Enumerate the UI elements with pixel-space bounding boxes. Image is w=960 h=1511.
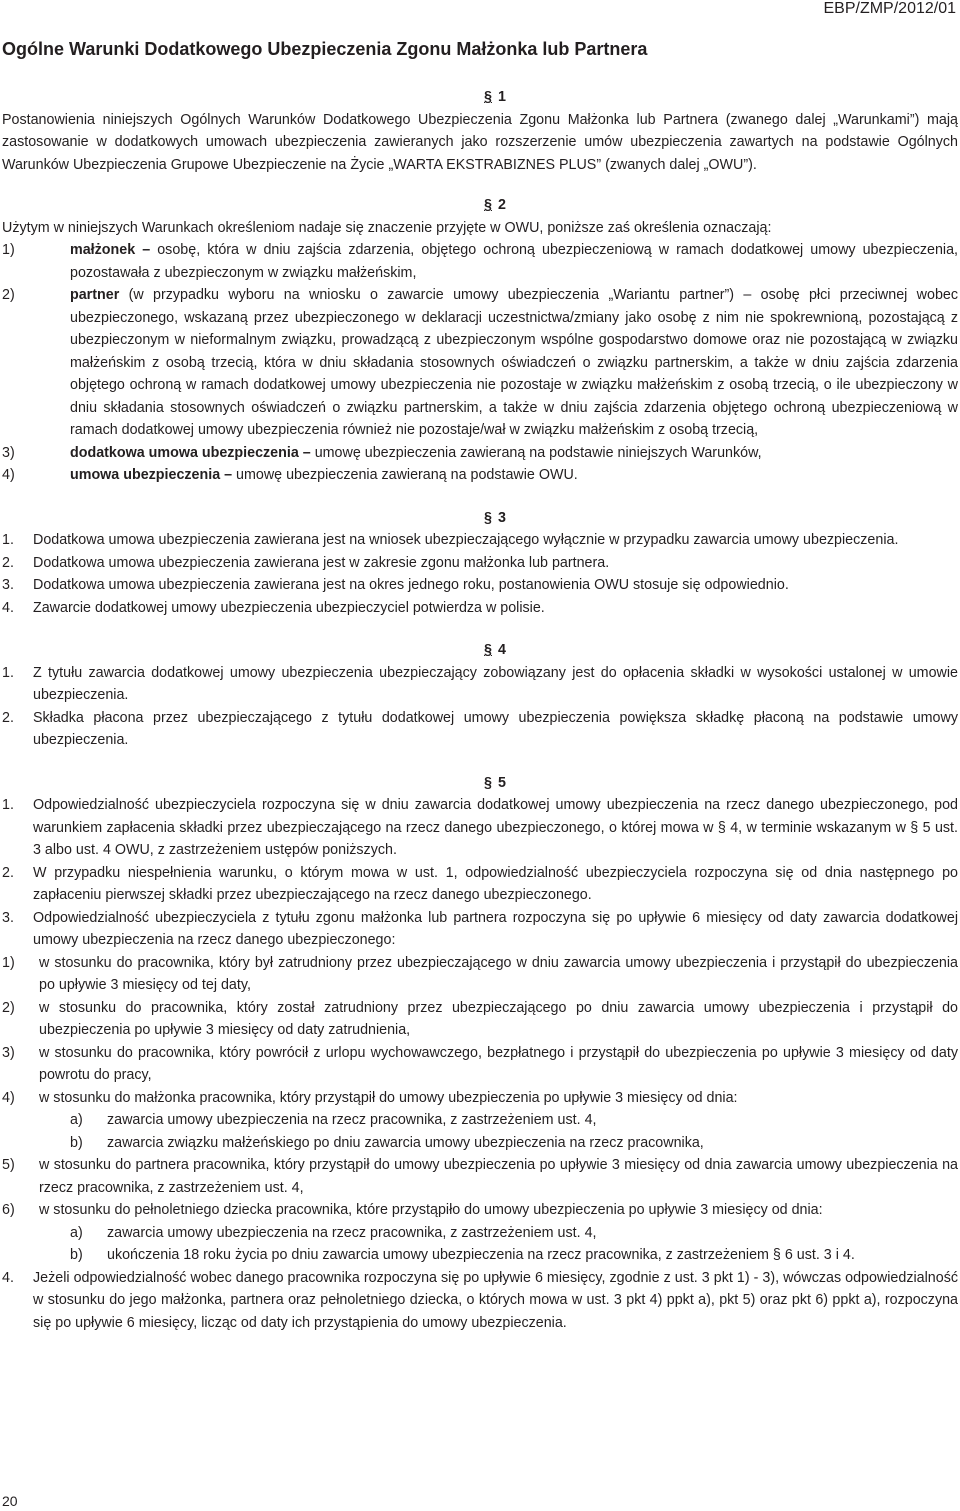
document-title: Ogólne Warunki Dodatkowego Ubezpieczenia Zgonu Małżonka lub Partnera <box>2 39 648 59</box>
definition-term: dodatkowa umowa ubezpieczenia – <box>70 444 311 461</box>
section-5-heading: § 5 <box>484 774 506 791</box>
document-code: EBP/ZMP/2012/01 <box>823 0 956 17</box>
definition-item: 1) małżonek – osobę, która w dniu zajścia zdarzenia, objętego ochroną ubezpieczeniową w ramach dodatkowej umowy ubezpieczenia, pozostawała z ubezpieczonym w związku małżeńskim, <box>2 242 958 281</box>
list-item: 3. Dodatkowa umowa ubezpieczenia zawierana jest na okres jednego roku, postanowienia OWU stosuje się odpowiednio. <box>2 577 789 593</box>
definition-item: 2) partner (w przypadku wyboru na wniosku o zawarcie umowy ubezpieczenia „Wariantu partner”) – osobę płci przeciwnej wobec ubezpieczonego, wskazaną przez ubezpieczonego w deklaracji uczestnictwa/zmiany jako osobę z nim nie spokrewnioną, pozostającą z ubezpieczonym w nieformalnym związku, prowadzącą z ubezpieczonym wspólne gospodarstwo domowe oraz nie pozostającą w związku małżeńskim z osobą trzecią, która w dniu składania stosownych oświadczeń o związku partnerskim, a także w dniu zajścia zdarzenia objętego ochroną w ramach dodatkowej umowy ubezpieczenia nie pozostaje w związku małżeńskim z osobą trzecią, o ile ubezpieczony w dniu składania stosownych oświadczeń o związku partnerskim, a także w dniu zajścia zdarzenia objętego ochroną ubezpieczeniową w ramach dodatkowej umowy ubezpieczenia również nie pozostaje/wał w związku małżeńskim z osobą trzecią, <box>2 287 958 438</box>
list-item: 4. Jeżeli odpowiedzialność wobec danego pracownika rozpoczyna się po upływie 6 miesięcy, zgodnie z ust. 3 pkt 1) - 3), wówczas odpowiedzialność w stosunku do jego małżonka, partnera oraz pełnoletniego dziecka, o których mowa w ust. 3 pkt 4) ppkt a), pkt 5) oraz pkt 6) ppkt a), rozpoczyna się po upływie 6 miesięcy, licząc od daty ich przystąpienia do umowy ubezpieczenia. <box>2 1269 958 1331</box>
document-body <box>2 86 958 1334</box>
sub-list-item: 6) w stosunku do pełnoletniego dziecka pracownika, które przystąpiło do umowy ubezpieczenia po upływie 3 miesięcy od dnia: <box>2 1202 823 1218</box>
section-2-intro: Użytym w niniejszych Warunkach określeniom nadaje się znaczenie przyjęte w OWU, poniższe zaś określenia oznaczają: <box>2 219 772 236</box>
sub-sub-list-item: a) zawarcia umowy ubezpieczenia na rzecz pracownika, z zastrzeżeniem ust. 4, <box>70 1112 597 1128</box>
definition-item: 3) dodatkowa umowa ubezpieczenia – umowę ubezpieczenia zawieraną na podstawie niniejszych Warunków, <box>2 444 762 461</box>
list-item: 4. Zawarcie dodatkowej umowy ubezpieczenia ubezpieczyciel potwierdza w polisie. <box>2 599 545 616</box>
sub-list-item: 5) w stosunku do partnera pracownika, który przystąpił do umowy ubezpieczenia po upływie 3 miesięcy od dnia zawarcia umowy ubezpieczenia na rzecz pracownika, z zastrzeżeniem ust. 4, <box>2 1157 958 1196</box>
definition-term: umowa ubezpieczenia – <box>70 467 233 483</box>
list-item: 1. Z tytułu zawarcia dodatkowej umowy ubezpieczenia ubezpieczający zobowiązany jest do opłacenia składki w wysokości ustalonej w umowie ubezpieczenia. <box>2 664 958 703</box>
sub-list-item: 1) w stosunku do pracownika, który był zatrudniony przez ubezpieczającego w dniu zawarcia umowy ubezpieczenia i przystąpił do ubezpieczenia po upływie 3 miesięcy od tej daty, <box>2 954 958 993</box>
sub-sub-list-item: b) ukończenia 18 roku życia po dniu zawarcia umowy ubezpieczenia na rzecz pracownika, z zastrzeżeniem § 6 ust. 3 i 4. <box>70 1247 855 1263</box>
definition-term: małżonek – <box>70 242 151 258</box>
page-number: 20 <box>2 1493 18 1509</box>
section-3-heading: § 3 <box>484 509 506 526</box>
list-item: 3. Odpowiedzialność ubezpieczyciela z tytułu zgonu małżonka lub partnera rozpoczyna się po upływie 6 miesięcy od daty zawarcia dodatkowej umowy ubezpieczenia na rzecz danego ubezpieczonego: <box>2 909 958 948</box>
sub-list-item: 2) w stosunku do pracownika, który został zatrudniony przez ubezpieczającego po dniu zawarcia umowy ubezpieczenia i przystąpił do ubezpieczenia po upływie 3 miesięcy od daty zatrudnienia, <box>2 999 958 1038</box>
sub-list-item: 3) w stosunku do pracownika, który powrócił z urlopu wychowawczego, bezpłatnego i przystąpił do ubezpieczenia po upływie 3 miesięcy od daty powrotu do pracy, <box>2 1044 958 1083</box>
section-4-heading: § 4 <box>484 642 506 658</box>
list-item: 2. W przypadku niespełnienia warunku, o którym mowa w ust. 1, odpowiedzialność ubezpieczyciela rozpoczyna się od dnia następnego po zapłaceniu pierwszej składki przez ubezpieczającego na rzecz danego ubezpieczonego. <box>2 864 958 903</box>
sub-sub-list-item: a) zawarcia umowy ubezpieczenia na rzecz pracownika, z zastrzeżeniem ust. 4, <box>70 1224 597 1241</box>
list-item: 2. Składka płacona przez ubezpieczającego z tytułu dodatkowej umowy ubezpieczenia powiększa składkę płaconą na podstawie umowy ubezpieczenia. <box>2 709 958 748</box>
section-2-heading: § 2 <box>484 197 506 213</box>
definition-item: 4) umowa ubezpieczenia – umowę ubezpieczenia zawieraną na podstawie OWU. <box>2 467 578 483</box>
sub-sub-list-item: b) zawarcia związku małżeńskiego po dniu zawarcia umowy ubezpieczenia na rzecz pracownika, <box>70 1134 704 1151</box>
section-1-text: Postanowienia niniejszych Ogólnych Warunków Dodatkowego Ubezpieczenia Zgonu Małżonka lub Partnera (zwanego dalej „Warunkami”) mają zastosowanie w dodatkowych umowach ubezpieczenia zawieranych jako rozszerzenie umów ubezpieczenia zawartych na podstawie Ogólnych Warunków Ubezpieczenia Grupowe Ubezpieczenie na Życie „WARTA EKSTRABIZNES PLUS” (zwanych dalej „OWU”). <box>2 111 958 173</box>
sub-list-item: 4) w stosunku do małżonka pracownika, który przystąpił do umowy ubezpieczenia po upływie 3 miesięcy od dnia: <box>2 1089 738 1106</box>
list-item: 1. Dodatkowa umowa ubezpieczenia zawierana jest na wniosek ubezpieczającego wyłącznie w przypadku zawarcia umowy ubezpieczenia. <box>2 532 899 548</box>
list-item: 1. Odpowiedzialność ubezpieczyciela rozpoczyna się w dniu zawarcia dodatkowej umowy ubezpieczenia na rzecz danego ubezpieczonego, pod warunkiem zapłacenia składki przez ubezpieczającego na rzecz danego ubezpieczonego, o której mowa w § 4, w terminie wskazanym w § 5 ust. 3 albo ust. 4 OWU, z zastrzeżeniem ustępów poniższych. <box>2 797 958 858</box>
list-item: 2. Dodatkowa umowa ubezpieczenia zawierana jest w zakresie zgonu małżonka lub partnera. <box>2 554 610 571</box>
section-1-heading: § 1 <box>484 89 506 105</box>
definition-term: partner <box>70 287 120 303</box>
